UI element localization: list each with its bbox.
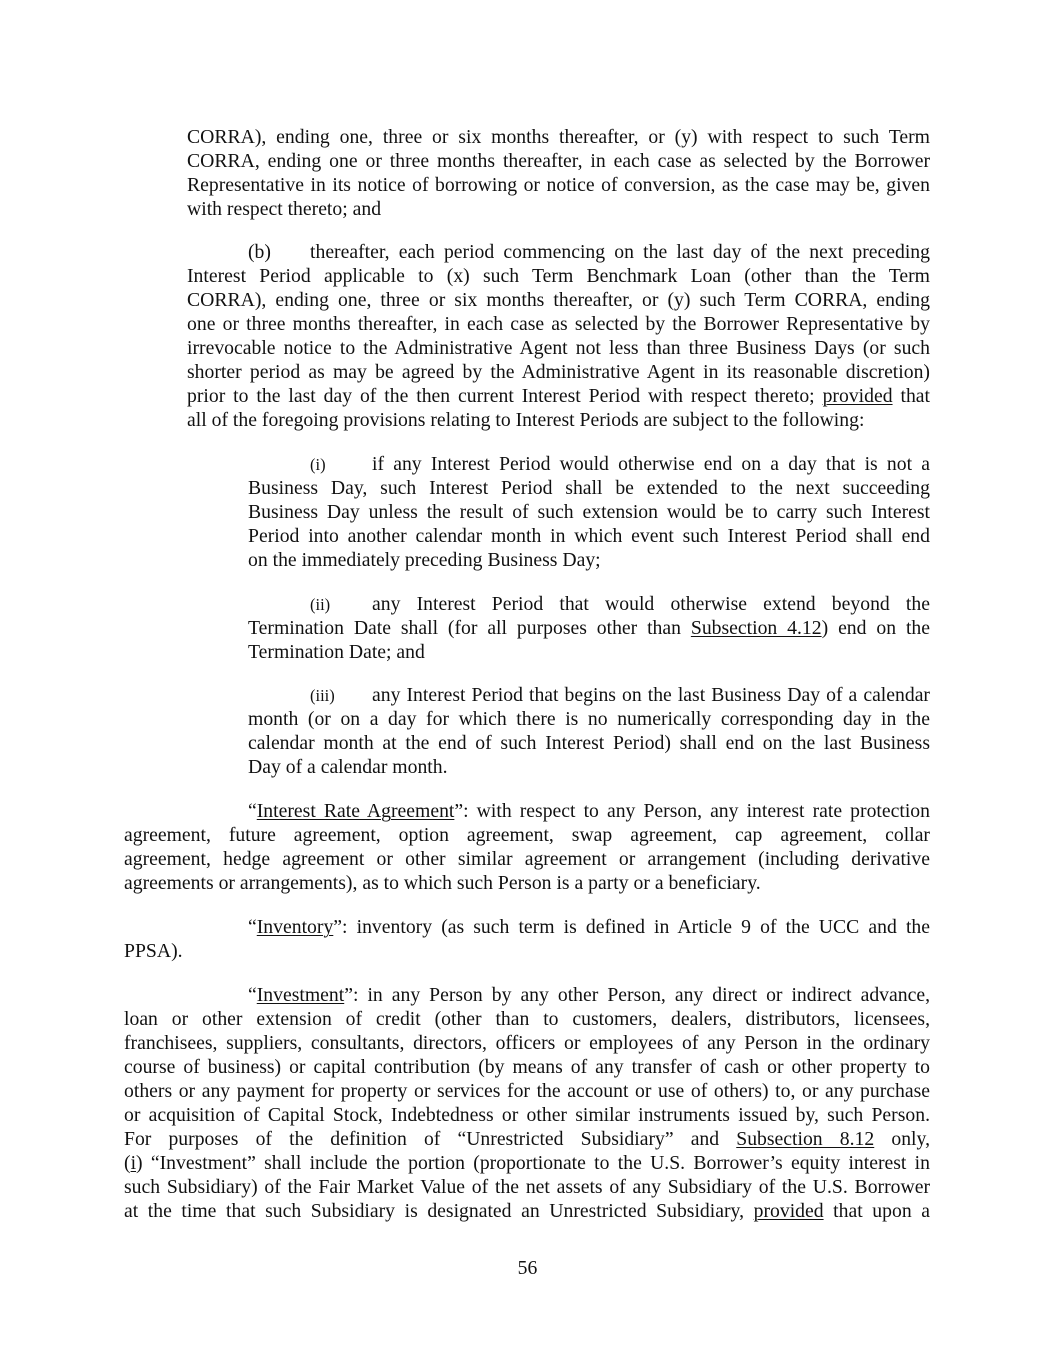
text-line xyxy=(124,1079,930,1103)
text-line xyxy=(124,939,930,963)
clause-marker: (i) xyxy=(310,455,326,474)
text-segment: PPSA). xyxy=(124,940,183,962)
text-segment: agreements or arrangements), as to which such Person is a party or a beneficiary. xyxy=(124,872,761,894)
text-segment: CORRA), ending one, three or six months thereafter, or (y) with respect to such Term xyxy=(187,126,930,148)
text-segment: irrevocable notice to the Administrative Agent not less than three Business Days (or such xyxy=(187,337,930,359)
text-line xyxy=(124,915,930,939)
text-line xyxy=(248,452,930,476)
underlined-term: Subsection 8.12 xyxy=(736,1128,875,1150)
text-segment: thereafter, each period commencing on the last day of the next preceding xyxy=(310,241,930,263)
text-line xyxy=(187,173,930,197)
text-segment: one or three months thereafter, in each case as selected by the Borrower Representative by xyxy=(187,313,930,335)
text-segment: any Interest Period that begins on the last Business Day of a calendar xyxy=(372,684,930,706)
text-segment: ”: with respect to any Person, any interest rate protection xyxy=(454,800,930,822)
text-segment: ) end on the xyxy=(821,617,930,639)
text-segment: “ xyxy=(248,916,257,938)
text-segment: all of the foregoing provisions relating to Interest Periods are subject to the following: xyxy=(187,409,865,431)
definition-inventory xyxy=(124,915,930,963)
text-segment: course of business) or capital contribution (by means of any transfer of cash or other property to xyxy=(124,1056,930,1078)
definition-investment xyxy=(124,983,930,1223)
text-line xyxy=(187,360,930,384)
text-segment: any Interest Period that would otherwise extend beyond the xyxy=(372,593,930,615)
text-segment: Business Day unless the result of such extension would be to carry such Interest xyxy=(248,501,930,523)
text-line xyxy=(124,1199,930,1223)
text-line xyxy=(124,1151,930,1175)
text-line xyxy=(248,548,930,572)
line-text xyxy=(310,240,930,264)
underlined-term: Inventory xyxy=(256,916,334,938)
text-line xyxy=(187,149,930,173)
text-segment: ”: inventory (as such term is defined in Article 9 of the UCC and the xyxy=(333,916,930,938)
text-line xyxy=(248,683,930,707)
text-line xyxy=(124,799,930,823)
text-segment: Representative in its notice of borrowing or notice of conversion, as the case may be, given xyxy=(187,174,930,196)
text-line xyxy=(124,1175,930,1199)
text-line xyxy=(248,640,930,664)
text-segment: shorter period as may be agreed by the Administrative Agent in its reasonable discretion) xyxy=(187,361,930,383)
text-segment: or acquisition of Capital Stock, Indebtedness or other similar instruments issued by, such Person. xyxy=(124,1104,930,1126)
text-line xyxy=(187,288,930,312)
underlined-term: provided xyxy=(822,385,893,407)
text-segment: agreement, hedge agreement or other similar agreement or arrangement (including derivative xyxy=(124,848,930,870)
text-line xyxy=(124,847,930,871)
text-segment: that xyxy=(892,385,930,407)
clause-marker: (iii) xyxy=(310,686,335,705)
text-line xyxy=(124,1007,930,1031)
text-segment: calendar month at the end of such Interest Period) shall end on the last Business xyxy=(248,732,930,754)
paragraph-clause-ii xyxy=(248,592,930,664)
text-segment: Business Day, such Interest Period shall be extended to the next succeeding xyxy=(248,477,930,499)
text-segment: that upon a xyxy=(823,1200,930,1222)
underlined-term: Subsection 4.12 xyxy=(690,617,822,639)
text-line xyxy=(124,1055,930,1079)
text-line xyxy=(248,524,930,548)
text-segment: Termination Date; and xyxy=(248,641,425,663)
line-text xyxy=(372,592,930,616)
paragraph-term-corra-continuation xyxy=(187,125,930,221)
text-line xyxy=(124,983,930,1007)
text-segment: if any Interest Period would otherwise end on a day that is not a xyxy=(372,453,930,475)
text-segment: Termination Date shall (for all purposes other than xyxy=(248,617,691,639)
text-line xyxy=(248,731,930,755)
text-segment: on the immediately preceding Business Day; xyxy=(248,549,601,571)
clause-marker: (ii) xyxy=(310,595,331,614)
text-line xyxy=(187,384,930,408)
text-line xyxy=(124,823,930,847)
text-line xyxy=(248,592,930,616)
text-line xyxy=(124,1031,930,1055)
text-segment: month (or on a day for which there is no numerically corresponding day in the xyxy=(248,708,930,730)
text-line xyxy=(124,871,930,895)
text-line xyxy=(187,240,930,264)
paragraph-clause-i xyxy=(248,452,930,572)
line-text xyxy=(372,452,930,476)
text-segment: only, xyxy=(874,1128,930,1150)
clause-marker: (b) xyxy=(248,241,271,263)
text-line xyxy=(248,500,930,524)
text-segment: ( xyxy=(124,1152,131,1174)
text-segment: “ xyxy=(248,800,257,822)
text-segment: “ xyxy=(248,984,257,1006)
page-number: 56 xyxy=(517,1257,538,1279)
text-segment: CORRA), ending one, three or six months thereafter, or (y) such Term CORRA, ending xyxy=(187,289,930,311)
text-line xyxy=(124,1103,930,1127)
text-line xyxy=(187,312,930,336)
line-text xyxy=(372,683,930,707)
text-line xyxy=(187,197,930,221)
text-segment: CORRA, ending one or three months thereafter, in each case as selected by the Borrower xyxy=(187,150,930,172)
underlined-term: Interest Rate Agreement xyxy=(256,800,455,822)
text-line xyxy=(124,1127,930,1151)
text-line xyxy=(187,125,930,149)
underlined-term: i xyxy=(130,1152,137,1174)
text-segment: Period into another calendar month in which event such Interest Period shall end xyxy=(248,525,930,547)
underlined-term: provided xyxy=(753,1200,824,1222)
text-line xyxy=(248,707,930,731)
text-segment: Interest Period applicable to (x) such Term Benchmark Loan (other than the Term xyxy=(187,265,930,287)
text-segment: Day of a calendar month. xyxy=(248,756,448,778)
underlined-term: Investment xyxy=(256,984,345,1006)
text-segment: others or any payment for property or services for the account or use of others) to, or any purchase xyxy=(124,1080,930,1102)
text-line xyxy=(187,336,930,360)
text-segment: For purposes of the definition of “Unrestricted Subsidiary” and xyxy=(124,1128,737,1150)
text-segment: loan or other extension of credit (other than to customers, dealers, distributors, licensees, xyxy=(124,1008,930,1030)
text-segment: at the time that such Subsidiary is designated an Unrestricted Subsidiary, xyxy=(124,1200,754,1222)
text-segment: franchisees, suppliers, consultants, directors, officers or employees of any Person in the ordinary xyxy=(124,1032,930,1054)
text-segment: ) “Investment” shall include the portion (proportionate to the U.S. Borrower’s equity interest in xyxy=(136,1152,930,1174)
text-segment: agreement, future agreement, option agreement, swap agreement, cap agreement, collar xyxy=(124,824,930,846)
text-segment: prior to the last day of the then current Interest Period with respect thereto; xyxy=(187,385,823,407)
text-line xyxy=(248,476,930,500)
text-line xyxy=(248,755,930,779)
text-segment: with respect thereto; and xyxy=(187,198,382,220)
text-line xyxy=(187,408,930,432)
definition-interest-rate-agreement xyxy=(124,799,930,895)
text-segment: ”: in any Person by any other Person, any direct or indirect advance, xyxy=(344,984,930,1006)
paragraph-clause-b xyxy=(187,240,930,432)
paragraph-clause-iii xyxy=(248,683,930,779)
text-segment: such Subsidiary) of the Fair Market Value of the net assets of any Subsidiary of the U.S. Borrower xyxy=(124,1176,930,1198)
text-line xyxy=(187,264,930,288)
text-line xyxy=(248,616,930,640)
